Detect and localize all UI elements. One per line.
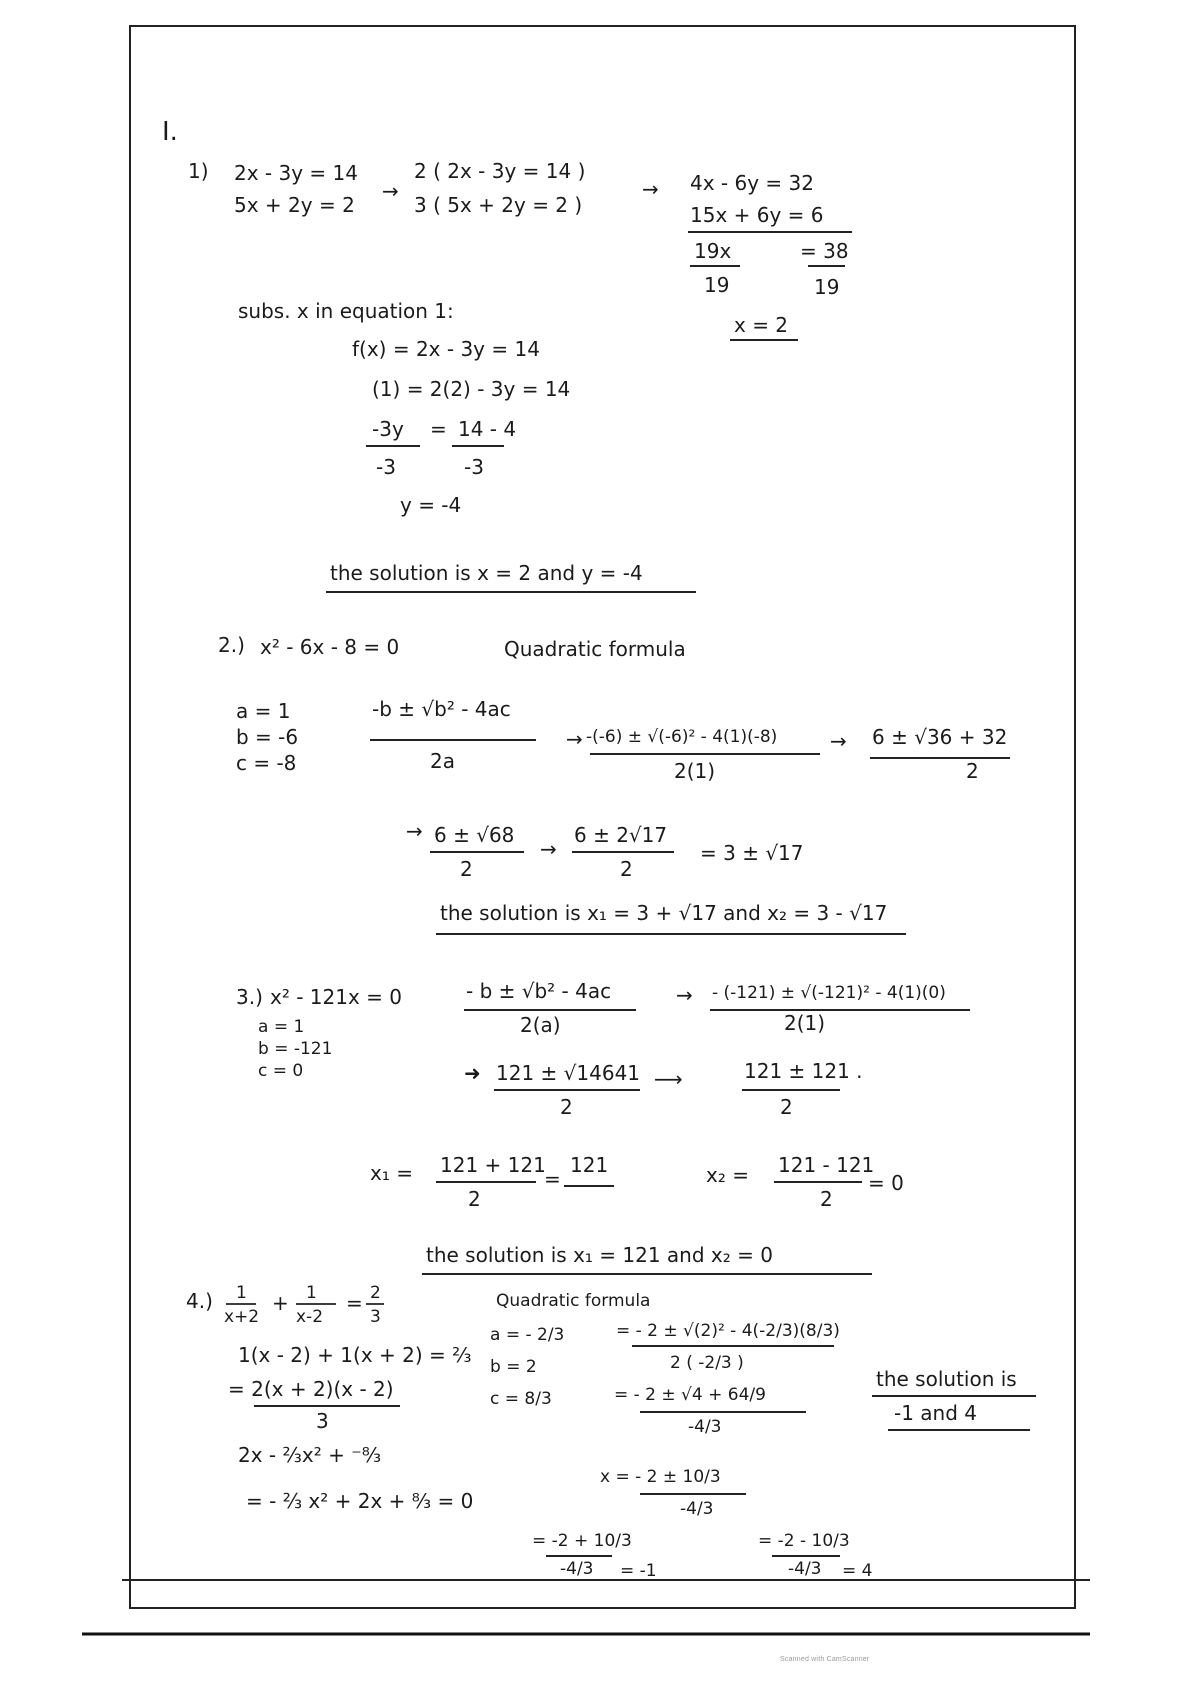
- p4-r1-num: = -2 + 10/3: [532, 1531, 632, 1551]
- p3-x1-val: 121: [570, 1153, 609, 1177]
- p3-b: b = -121: [258, 1039, 333, 1059]
- p2-formula-num: -b ± √b² - 4ac: [372, 697, 511, 721]
- p4-eq-sign: =: [346, 1291, 363, 1315]
- p4-b: b = 2: [490, 1357, 537, 1377]
- p1-s2: (1) = 2(2) - 3y = 14: [372, 377, 571, 401]
- p1-s4-right: -3: [464, 455, 484, 479]
- p4-r2-num: = -2 - 10/3: [758, 1531, 850, 1551]
- section-label: I.: [162, 117, 178, 147]
- p4-sol-vals: -1 and 4: [894, 1401, 978, 1425]
- p2-solution: the solution is x₁ = 3 + √17 and x₂ = 3 - √17: [440, 901, 888, 925]
- p1-s3-left: -3y: [372, 417, 404, 441]
- p4-r2-den: -4/3: [788, 1559, 822, 1579]
- p4-q1-den: 2 ( -2/3 ): [670, 1353, 744, 1373]
- p2-r1-den: 2: [460, 857, 473, 881]
- p3-solution: the solution is x₁ = 121 and x₂ = 0: [426, 1243, 773, 1267]
- p2-arrow2: →: [830, 729, 847, 753]
- p4-l4: 2x - ⅔x² + ⁻⁸⁄₃: [238, 1443, 382, 1467]
- p1-s1: f(x) = 2x - 3y = 14: [352, 337, 540, 361]
- p3-x1-eq: =: [544, 1167, 561, 1191]
- p3-x1-den: 2: [468, 1187, 481, 1211]
- p3-formula-num: - b ± √b² - 4ac: [466, 979, 612, 1003]
- p1-sys2: 15x + 6y = 6: [690, 203, 824, 227]
- p1-solution: the solution is x = 2 and y = -4: [330, 561, 643, 585]
- p2-simp-den: 2: [966, 759, 979, 783]
- p1-s3-right: 14 - 4: [458, 417, 517, 441]
- p1-number: 1): [188, 159, 209, 183]
- p1-den-right: 19: [814, 275, 840, 299]
- p4-qlabel: Quadratic formula: [496, 1291, 651, 1311]
- p4-f2-den: x-2: [296, 1307, 324, 1327]
- p2-label: Quadratic formula: [504, 637, 686, 661]
- p4-a: a = - 2/3: [490, 1325, 565, 1345]
- p4-q2-den: -4/3: [688, 1417, 722, 1437]
- p1-arrow1: →: [382, 179, 399, 203]
- p1-eq2: 5x + 2y = 2: [234, 193, 355, 217]
- p1-sum-num: 19x: [694, 239, 732, 263]
- p1-arrow2: →: [642, 177, 659, 201]
- p3-x1-label: x₁ =: [370, 1161, 413, 1185]
- p4-r2-val: = 4: [842, 1561, 873, 1581]
- p4-c: c = 8/3: [490, 1389, 552, 1409]
- p2-arrow3: →: [406, 819, 423, 843]
- p4-l5: = - ⅔ x² + 2x + ⁸⁄₃ = 0: [246, 1489, 474, 1513]
- p3-formula-den: 2(a): [520, 1013, 561, 1037]
- p2-r2-den: 2: [620, 857, 633, 881]
- p1-x-result: x = 2: [734, 313, 789, 337]
- p3-sub-den: 2(1): [784, 1011, 826, 1035]
- p4-f1-den: x+2: [224, 1307, 260, 1327]
- p2-formula-den: 2a: [430, 749, 455, 773]
- p3-arrow2: ➜: [464, 1061, 481, 1085]
- p1-sys1: 4x - 6y = 32: [690, 171, 814, 195]
- p2-c: c = -8: [236, 751, 297, 775]
- p3-r1-num: 121 ± √14641: [496, 1061, 641, 1085]
- p4-r1-den: -4/3: [560, 1559, 594, 1579]
- p1-sum-rhs: = 38: [800, 239, 849, 263]
- p3-x2-val: = 0: [868, 1171, 904, 1195]
- p2-eq: x² - 6x - 8 = 0: [260, 635, 400, 659]
- p4-rhs-den: 3: [370, 1307, 381, 1327]
- p1-mul1: 2 ( 2x - 3y = 14 ): [414, 159, 586, 183]
- p2-a: a = 1: [236, 699, 291, 723]
- p3-arrow3: ⟶: [654, 1067, 683, 1091]
- p3-eq: x² - 121x = 0: [270, 985, 402, 1009]
- p4-q2-num: = - 2 ± √4 + 64/9: [614, 1385, 766, 1405]
- p4-l3-num: = 2(x + 2)(x - 2): [228, 1377, 394, 1401]
- p3-x2-label: x₂ =: [706, 1163, 749, 1187]
- p4-q3-den: -4/3: [680, 1499, 714, 1519]
- p2-r3: = 3 ± √17: [700, 841, 804, 865]
- p4-plus: +: [272, 1291, 289, 1315]
- p2-sub-den: 2(1): [674, 759, 716, 783]
- p1-subs: subs. x in equation 1:: [238, 299, 454, 323]
- p3-arrow1: →: [676, 983, 693, 1007]
- p1-mul2: 3 ( 5x + 2y = 2 ): [414, 193, 583, 217]
- p2-arrow4: →: [540, 837, 557, 861]
- p3-x2-den: 2: [820, 1187, 833, 1211]
- p4-number: 4.): [186, 1289, 213, 1313]
- p4-f2-num: 1: [306, 1283, 317, 1303]
- p1-den-left: 19: [704, 273, 730, 297]
- p4-sol-title: the solution is: [876, 1367, 1017, 1391]
- p3-x1-num: 121 + 121: [440, 1153, 546, 1177]
- p3-x2-num: 121 - 121: [778, 1153, 875, 1177]
- p2-r1-num: 6 ± √68: [434, 823, 515, 847]
- p2-simp-num: 6 ± √36 + 32: [872, 725, 1008, 749]
- scanner-watermark: Scanned with CamScanner: [780, 1656, 870, 1663]
- p1-s4-left: -3: [376, 455, 396, 479]
- p3-a: a = 1: [258, 1017, 305, 1037]
- p4-l2: 1(x - 2) + 1(x + 2) = ²⁄₃: [238, 1343, 472, 1367]
- p2-sub-num: -(-6) ± √(-6)² - 4(1)(-8): [586, 727, 778, 747]
- p3-sub-num: - (-121) ± √(-121)² - 4(1)(0): [712, 983, 946, 1003]
- p3-r2-den: 2: [780, 1095, 793, 1119]
- p4-q3-num: x = - 2 ± 10/3: [600, 1467, 721, 1487]
- p4-q1-num: = - 2 ± √(2)² - 4(-2/3)(8/3): [616, 1321, 840, 1341]
- p3-c: c = 0: [258, 1061, 304, 1081]
- p1-y-result: y = -4: [400, 493, 462, 517]
- p3-r2-num: 121 ± 121 .: [744, 1059, 863, 1083]
- p3-number: 3.): [236, 985, 263, 1009]
- p1-eq1: 2x - 3y = 14: [234, 161, 358, 185]
- p1-s3-eq: =: [430, 417, 447, 441]
- p2-number: 2.): [218, 633, 245, 657]
- p3-r1-den: 2: [560, 1095, 573, 1119]
- p4-r1-val: = -1: [620, 1561, 657, 1581]
- p4-l3-den: 3: [316, 1409, 329, 1433]
- p4-rhs-num: 2: [370, 1283, 381, 1303]
- p2-b: b = -6: [236, 725, 299, 749]
- p4-f1-num: 1: [236, 1283, 247, 1303]
- p2-r2-num: 6 ± 2√17: [574, 823, 668, 847]
- p2-arrow1: →: [566, 727, 583, 751]
